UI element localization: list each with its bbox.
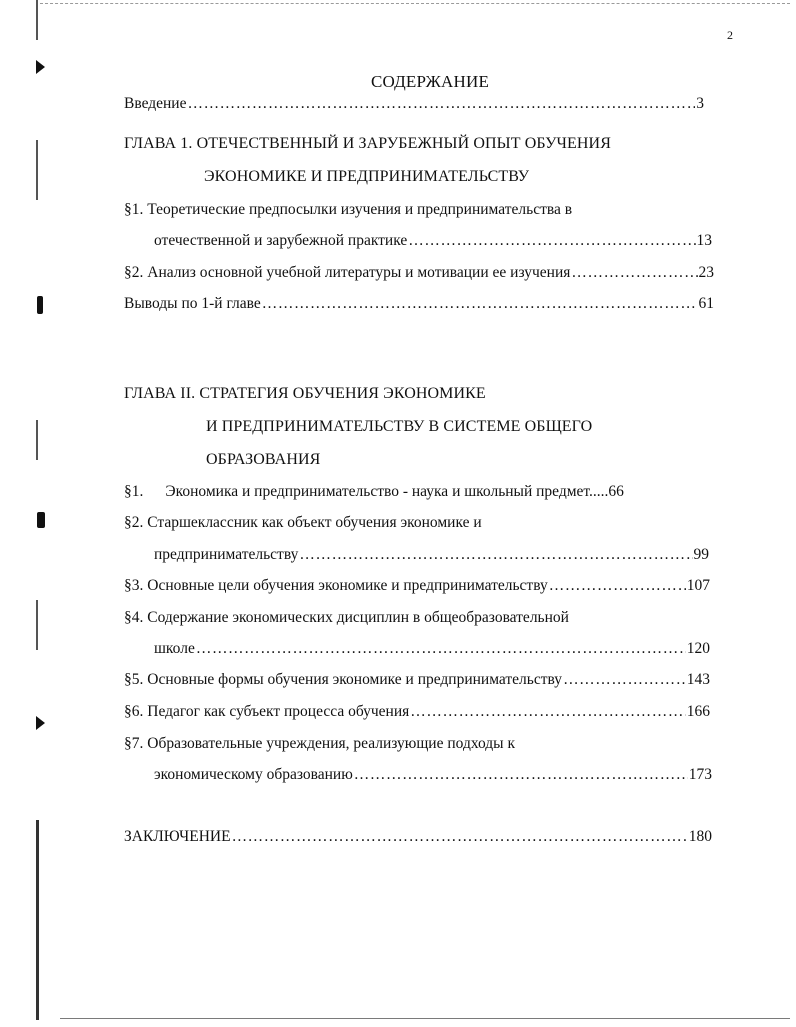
toc-entry-label: предпринимательству [154,546,299,563]
toc-entry-page: 173 [688,766,712,783]
toc-entry-ch2-s4-cont[interactable] [154,640,710,658]
scan-edge-bottom [60,1018,790,1021]
toc-entry-final[interactable] [124,828,712,846]
chapter-1-heading-cont: ЭКОНОМИКЕ И ПРЕДПРИНИМАТЕЛЬСТВУ [204,168,530,185]
toc-entry-page: 120 [686,640,710,657]
toc-leader [354,766,688,784]
toc-entry-label: школе [154,640,195,657]
toc-entry-page: 99 [693,546,709,563]
toc-leader [563,671,686,689]
toc-leader [571,264,697,282]
binding-mark-icon [36,716,45,730]
toc-entry-label: §6. Педагог как субъект процесса обучения [124,703,410,720]
toc-leader [187,95,695,113]
toc-entry-ch2-s7[interactable]: §7. Образовательные учреждения, реализующие подходы к [124,735,516,752]
toc-entry-label: экономическому образованию [154,766,353,783]
toc-entry-page: 3 [696,95,704,112]
toc-entry-label: §2. Анализ основной учебной литературы и мотивации ее изучения [124,264,571,281]
toc-leader [262,295,698,313]
toc-entry-label: §5. Основные формы обучения экономике и предпринимательству [124,671,563,688]
toc-entry-ch2-s3[interactable] [124,577,710,595]
toc-entry-label: отечественной и зарубежной практике [154,232,408,249]
toc-entry-ch2-s4[interactable]: §4. Содержание экономических дисциплин в общеобразовательной [124,609,569,626]
toc-entry-ch2-s6[interactable] [124,703,710,721]
toc-entry-label: Экономика и предпринимательство - наука и школьный предмет.....66 [165,483,624,500]
toc-entry-intro[interactable] [124,95,704,113]
toc-entry-page: 143 [686,671,710,688]
toc-entry-ch2-s5[interactable] [124,671,710,689]
toc-leader [299,546,692,564]
toc-leader [408,232,695,250]
toc-leader [232,828,688,846]
toc-entry-ch1-conclusion[interactable] [124,295,714,313]
toc-entry-label: Выводы по 1-й главе [124,295,261,312]
chapter-2-heading: ГЛАВА II. СТРАТЕГИЯ ОБУЧЕНИЯ ЭКОНОМИКЕ [124,385,486,402]
scan-edge-top [40,3,790,6]
toc-entry-label: Введение [124,95,187,112]
chapter-2-heading-cont: И ПРЕДПРИНИМАТЕЛЬСТВУ В СИСТЕМЕ ОБЩЕГО [206,418,593,435]
toc-entry-page: 61 [698,295,714,312]
scan-blot [37,512,45,528]
page-number: 2 [727,28,733,42]
toc-entry-page: 180 [688,828,712,845]
toc-entry-number: §1. [124,483,144,500]
toc-entry-page: 107 [686,577,710,594]
chapter-1-heading: ГЛАВА 1. ОТЕЧЕСТВЕННЫЙ И ЗАРУБЕЖНЫЙ ОПЫТ ОБУЧЕНИЯ [124,135,611,152]
toc-entry-page: 13 [696,232,712,249]
toc-entry-ch2-s1[interactable] [124,483,624,501]
toc-entry-label: §3. Основные цели обучения экономике и предпринимательству [124,577,548,594]
toc-entry-ch2-s2[interactable]: §2. Старшеклассник как объект обучения экономике и [124,514,482,531]
toc-entry-ch1-s1[interactable]: §1. Теоретические предпосылки изучения и предпринимательства в [124,201,573,218]
chapter-2-heading-cont: ОБРАЗОВАНИЯ [206,451,321,468]
toc-entry-ch2-s7-cont[interactable] [154,766,712,784]
scan-blot [37,296,43,314]
toc-entry-label: ЗАКЛЮЧЕНИЕ [124,828,231,845]
toc-entry-ch2-s2-cont[interactable] [154,546,709,564]
toc-leader [196,640,686,658]
page-title: СОДЕРЖАНИЕ [370,72,490,91]
toc-leader [410,703,685,721]
toc-entry-page: 166 [686,703,710,720]
toc-entry-ch1-s1-cont[interactable] [154,232,712,250]
toc-entry-ch1-s2[interactable] [124,264,714,282]
toc-entry-page: 23 [698,264,714,281]
toc-leader [549,577,686,595]
